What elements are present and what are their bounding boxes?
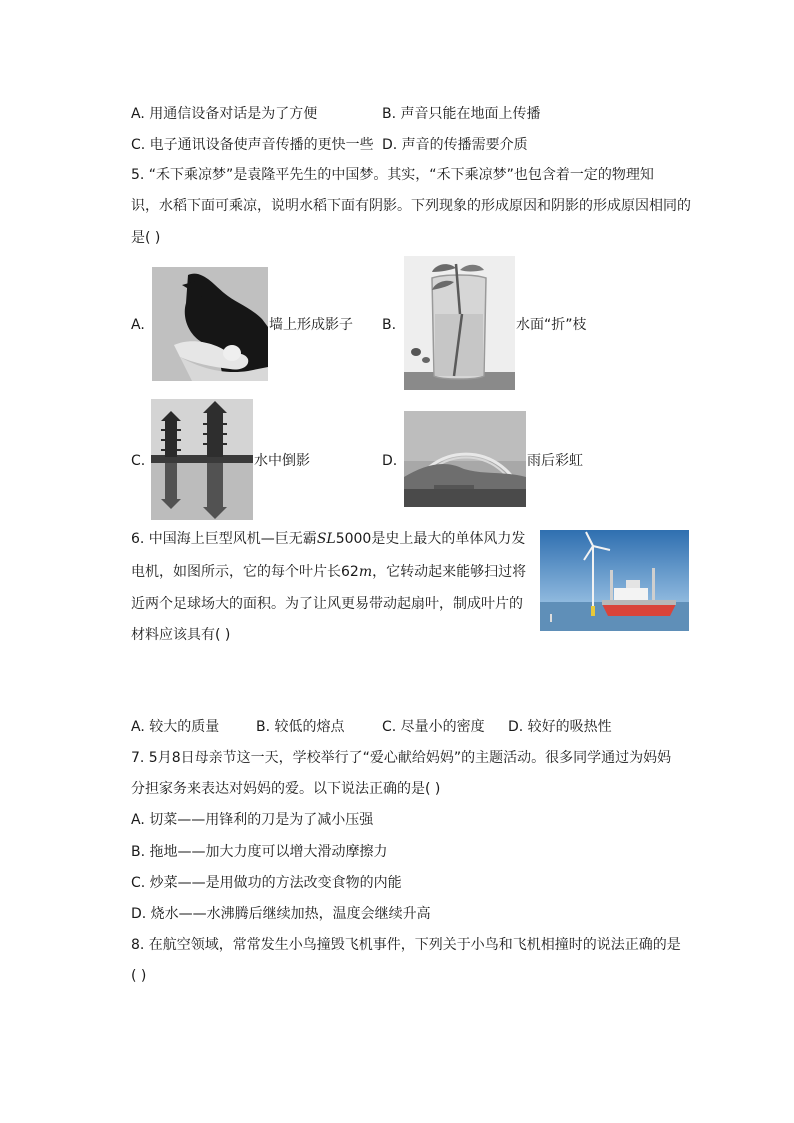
q5-option-c-letter: C. [131, 453, 146, 469]
q5-stem-line-1: 5. “禾下乘凉梦”是袁隆平先生的中国梦。其实，“禾下乘凉梦”也包含着一定的物理知 [131, 167, 654, 183]
q5-stem-line-2: 识，水稻下面可乘凉，说明水稻下面有阴影。下列现象的形成原因和阴影的形成原因相同的 [131, 198, 691, 214]
q4-option-b: B. 声音只能在地面上传播 [382, 106, 541, 122]
q5-option-d-letter: D. [382, 453, 398, 469]
q7-option-b: B. 拖地——加大力度可以增大滑动摩擦力 [131, 844, 388, 860]
q5-option-b-caption: 水面“折”枝 [516, 317, 587, 333]
q8-stem-line-1: 8. 在航空领域，常常发生小鸟撞毁飞机事件，下列关于小鸟和飞机相撞时的说法正确的是 [131, 937, 681, 953]
q4-option-c: C. 电子通讯设备使声音传播的更快一些 [131, 137, 374, 153]
q6-option-a: A. 较大的质量 [131, 719, 220, 735]
q7-option-d: D. 烧水——水沸腾后继续加热，温度会继续升高 [131, 906, 431, 922]
pagoda-reflection-image [151, 399, 253, 520]
q6-line-2-suffix: ，它转动起来能够扫过将 [372, 564, 527, 580]
q6-stem-line-4: 材料应该具有( ) [131, 627, 231, 643]
q5-option-d-caption: 雨后彩虹 [527, 453, 583, 469]
q6-model-letters: SL [316, 531, 336, 547]
wind-turbine-ship-image [540, 530, 689, 631]
q8-stem-line-2: ( ) [131, 968, 147, 984]
q6-stem-line-1 [131, 529, 525, 549]
q7-option-a: A. 切菜——用锋利的刀是为了减小压强 [131, 812, 374, 828]
q5-option-a-caption: 墙上形成影子 [269, 317, 353, 333]
q6-option-c: C. 尽量小的密度 [382, 719, 485, 735]
q6-stem-line-2 [131, 562, 526, 582]
q7-stem-line-2: 分担家务来表达对妈妈的爱。以下说法正确的是( ) [131, 781, 441, 797]
rainbow-image [404, 411, 526, 507]
q6-option-b: B. 较低的熔点 [256, 719, 345, 735]
q6-stem-line-3: 近两个足球场大的面积。为了让风更易带动起扇叶，制成叶片的 [131, 596, 523, 612]
q6-unit: m [358, 564, 373, 580]
q4-option-d: D. 声音的传播需要介质 [382, 137, 528, 153]
q6-option-d: D. 较好的吸热性 [508, 719, 612, 735]
hand-shadow-image [152, 267, 268, 381]
q5-option-c-caption: 水中倒影 [254, 453, 310, 469]
q7-option-c: C. 炒菜——是用做功的方法改变食物的内能 [131, 875, 402, 891]
q5-option-b-letter: B. [382, 317, 397, 333]
q4-option-a: A. 用通信设备对话是为了方便 [131, 106, 318, 122]
q7-stem-line-1: 7. 5月8日母亲节这一天，学校举行了“爱心献给妈妈”的主题活动。很多同学通过为妈妈 [131, 750, 672, 766]
q5-stem-line-3: 是( ) [131, 230, 161, 246]
q6-line-1-prefix: 6. 中国海上巨型风机—巨无霸 [131, 531, 317, 547]
q6-line-1-suffix: 5000是史上最大的单体风力发 [335, 531, 526, 547]
q6-line-2-prefix: 电机，如图所示，它的每个叶片长62 [131, 564, 359, 580]
q5-option-a-letter: A. [131, 317, 145, 333]
vase-branch-image [404, 256, 515, 390]
